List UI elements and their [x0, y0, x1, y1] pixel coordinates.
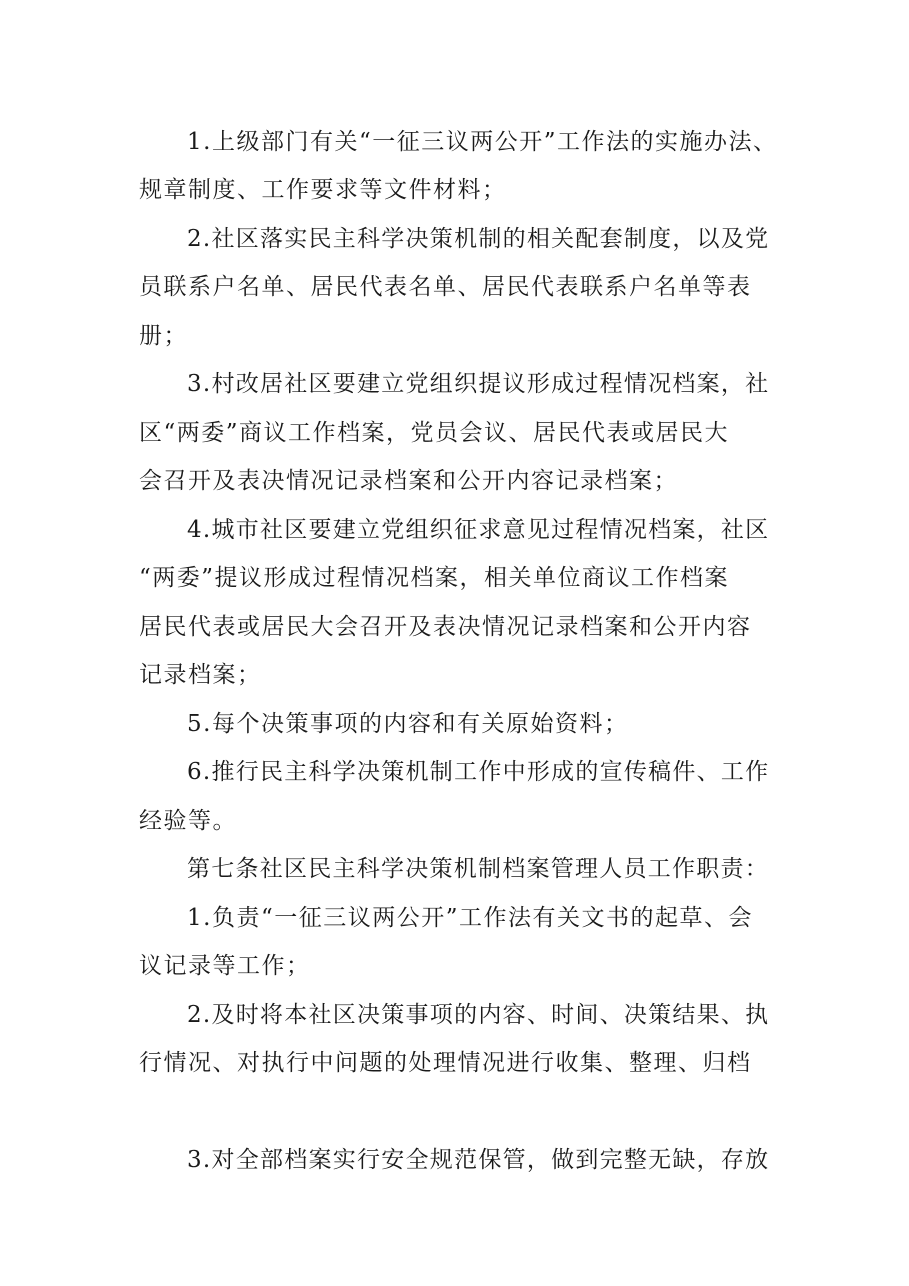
text-line: 记录档案； — [139, 662, 262, 688]
text-line: 议记录等工作； — [139, 953, 311, 979]
text-line: 5.每个决策事项的内容和有关原始资料； — [187, 711, 629, 737]
text-line: 3.对全部档案实行安全规范保管，做到完整无缺，存放 — [187, 1147, 770, 1173]
text-line: 规章制度、工作要求等文件材料； — [139, 177, 507, 203]
text-line: 1.负责“一征三议两公开”工作法有关文书的起草、会 — [187, 905, 753, 931]
text-line: 员联系户名单、居民代表名单、居民代表联系户名单等表 — [139, 274, 752, 300]
text-line: 第七条社区民主科学决策机制档案管理人员工作职责： — [187, 856, 769, 882]
text-line: 6.推行民主科学决策机制工作中形成的宣传稿件、工作 — [187, 759, 770, 785]
text-line: 3.村改居社区要建立党组织提议形成过程情况档案，社 — [187, 371, 770, 397]
text-line: 2.社区落实民主科学决策机制的相关配套制度，以及党 — [187, 226, 770, 252]
text-line: 会召开及表决情况记录档案和公开内容记录档案； — [139, 468, 678, 494]
text-line: 居民代表或居民大会召开及表决情况记录档案和公开内容 — [139, 614, 752, 640]
text-line: 2.及时将本社区决策事项的内容、时间、决策结果、执 — [187, 1002, 770, 1028]
text-line: “两委”提议形成过程情况档案，相关单位商议工作档案 — [139, 565, 730, 591]
text-line: 4.城市社区要建立党组织征求意见过程情况档案，社区 — [187, 517, 770, 543]
text-line: 行情况、对执行中问题的处理情况进行收集、整理、归档 — [139, 1050, 752, 1076]
text-line: 经验等。 — [139, 808, 237, 834]
text-line: 区“两委”商议工作档案，党员会议、居民代表或居民大 — [139, 420, 730, 446]
text-line: 1.上级部门有关“一征三议两公开”工作法的实施办法、 — [187, 129, 778, 155]
text-line: 册； — [139, 323, 188, 349]
